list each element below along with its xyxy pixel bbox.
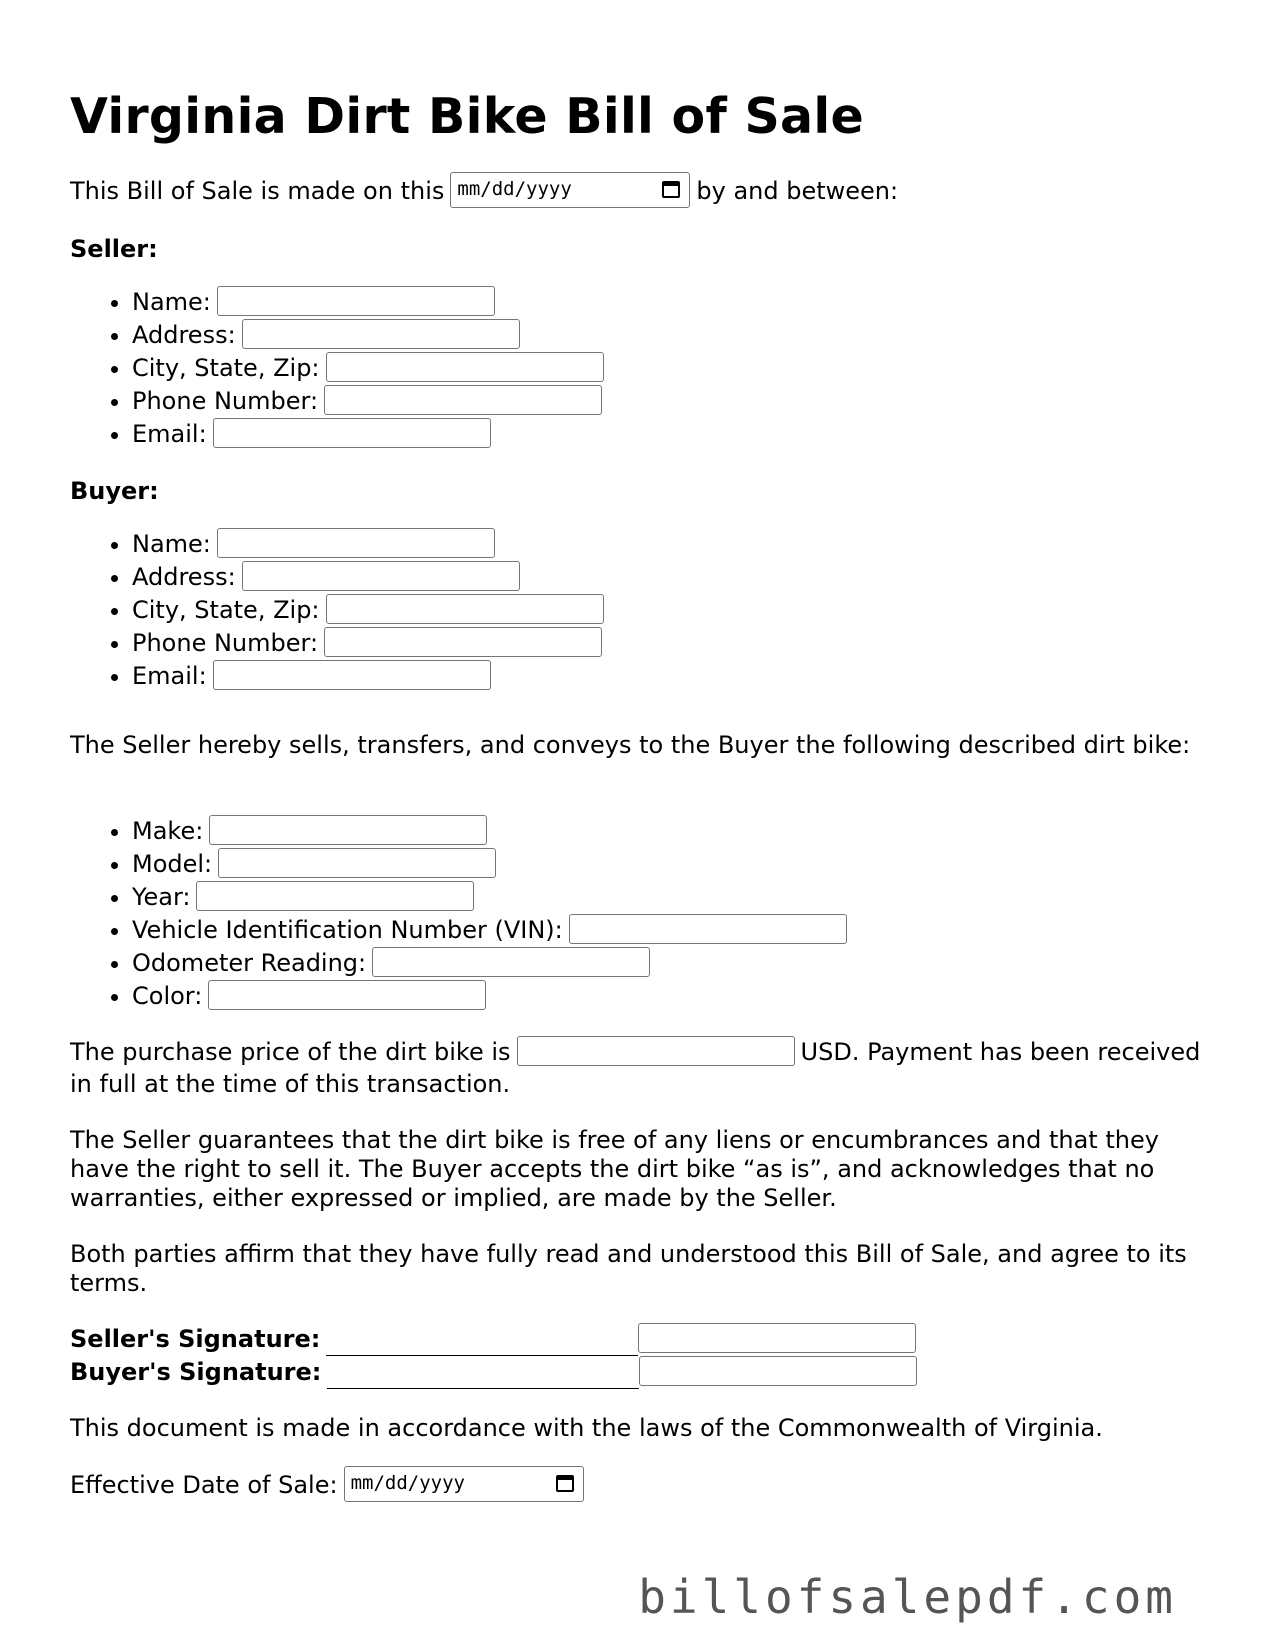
purchase-price-input[interactable] bbox=[517, 1036, 795, 1066]
seller-heading: Seller: bbox=[70, 235, 158, 263]
bike-year-input[interactable] bbox=[196, 881, 474, 911]
effective-date-label: Effective Date of Sale: bbox=[70, 1471, 338, 1499]
list-item bbox=[132, 660, 604, 693]
list-item bbox=[132, 848, 847, 881]
bike-vin-input[interactable] bbox=[569, 914, 847, 944]
seller-field-list bbox=[70, 286, 604, 451]
sale-date-input[interactable] bbox=[450, 172, 690, 208]
list-item bbox=[132, 319, 604, 352]
list-item bbox=[132, 352, 604, 385]
bike-model-label: Model: bbox=[132, 850, 213, 878]
bike-color-input[interactable] bbox=[208, 980, 486, 1010]
buyer-signature-label: Buyer's Signature: bbox=[70, 1358, 322, 1386]
seller-email-label: Email: bbox=[132, 420, 207, 448]
effective-date-placeholder: mm/dd/yyyy bbox=[350, 1472, 465, 1494]
effective-date-line bbox=[70, 1470, 590, 1502]
seller-name-input[interactable] bbox=[217, 286, 495, 316]
sale-date-placeholder: mm/dd/yyyy bbox=[457, 178, 572, 200]
intro-before-text: This Bill of Sale is made on this bbox=[70, 177, 445, 205]
buyer-field-list bbox=[70, 528, 604, 693]
seller-phone-label: Phone Number: bbox=[132, 387, 319, 415]
watermark: billofsalepdf.com bbox=[638, 1570, 1177, 1624]
buyer-phone-input[interactable] bbox=[324, 627, 602, 657]
price-paragraph bbox=[70, 1036, 1210, 1100]
seller-city-input[interactable] bbox=[326, 352, 604, 382]
bike-field-list bbox=[70, 815, 847, 1013]
calendar-icon[interactable] bbox=[556, 1475, 574, 1492]
seller-signature-row bbox=[70, 1323, 916, 1356]
effective-date-input[interactable] bbox=[344, 1466, 584, 1502]
law-paragraph: This document is made in accordance with the laws of the Commonwealth of Virginia. bbox=[70, 1414, 1103, 1442]
list-item bbox=[132, 561, 604, 594]
transfer-paragraph: The Seller hereby sells, transfers, and conveys to the Buyer the following described dirt bike: bbox=[70, 731, 1191, 759]
list-item bbox=[132, 385, 604, 418]
seller-address-label: Address: bbox=[132, 321, 236, 349]
guarantee-paragraph: The Seller guarantees that the dirt bike is free of any liens or encumbrances and that they have the right to sell it. The Buyer accepts the dirt bike “as is”, and acknowledges that no warranties, either expressed or implied, are made by the Seller. bbox=[70, 1126, 1159, 1212]
bike-make-input[interactable] bbox=[209, 815, 487, 845]
buyer-email-input[interactable] bbox=[213, 660, 491, 690]
seller-name-label: Name: bbox=[132, 288, 211, 316]
buyer-signature-input[interactable] bbox=[639, 1356, 917, 1386]
intro-line bbox=[70, 176, 898, 208]
seller-signature-label: Seller's Signature: bbox=[70, 1325, 321, 1353]
buyer-signature-row bbox=[70, 1356, 917, 1389]
bike-year-label: Year: bbox=[132, 883, 191, 911]
list-item bbox=[132, 418, 604, 451]
seller-phone-input[interactable] bbox=[324, 385, 602, 415]
list-item bbox=[132, 627, 604, 660]
list-item bbox=[132, 286, 604, 319]
buyer-signature-line bbox=[327, 1364, 639, 1389]
list-item bbox=[132, 914, 847, 947]
affirm-paragraph: Both parties affirm that they have fully read and understood this Bill of Sale, and agree to its terms. bbox=[70, 1240, 1187, 1297]
bike-vin-label: Vehicle Identification Number (VIN): bbox=[132, 916, 563, 944]
buyer-name-label: Name: bbox=[132, 530, 211, 558]
seller-address-input[interactable] bbox=[242, 319, 520, 349]
list-item bbox=[132, 815, 847, 848]
price-before-text: The purchase price of the dirt bike is bbox=[70, 1038, 511, 1066]
bike-odometer-input[interactable] bbox=[372, 947, 650, 977]
intro-after-text: by and between: bbox=[696, 177, 899, 205]
list-item bbox=[132, 881, 847, 914]
buyer-email-label: Email: bbox=[132, 662, 207, 690]
list-item bbox=[132, 594, 604, 627]
buyer-address-label: Address: bbox=[132, 563, 236, 591]
buyer-address-input[interactable] bbox=[242, 561, 520, 591]
bike-model-input[interactable] bbox=[218, 848, 496, 878]
seller-city-label: City, State, Zip: bbox=[132, 354, 320, 382]
buyer-phone-label: Phone Number: bbox=[132, 629, 319, 657]
seller-signature-line bbox=[326, 1331, 638, 1356]
seller-signature-input[interactable] bbox=[638, 1323, 916, 1353]
buyer-city-label: City, State, Zip: bbox=[132, 596, 320, 624]
list-item bbox=[132, 980, 847, 1013]
page-title: Virginia Dirt Bike Bill of Sale bbox=[70, 88, 865, 145]
price-after-text: USD. Payment has been received in full at the time of this transaction. bbox=[70, 1038, 1201, 1098]
bike-make-label: Make: bbox=[132, 817, 204, 845]
list-item bbox=[132, 528, 604, 561]
bike-color-label: Color: bbox=[132, 982, 203, 1010]
calendar-icon[interactable] bbox=[662, 181, 680, 198]
buyer-heading: Buyer: bbox=[70, 477, 159, 505]
buyer-name-input[interactable] bbox=[217, 528, 495, 558]
buyer-city-input[interactable] bbox=[326, 594, 604, 624]
bike-odometer-label: Odometer Reading: bbox=[132, 949, 367, 977]
list-item bbox=[132, 947, 847, 980]
seller-email-input[interactable] bbox=[213, 418, 491, 448]
